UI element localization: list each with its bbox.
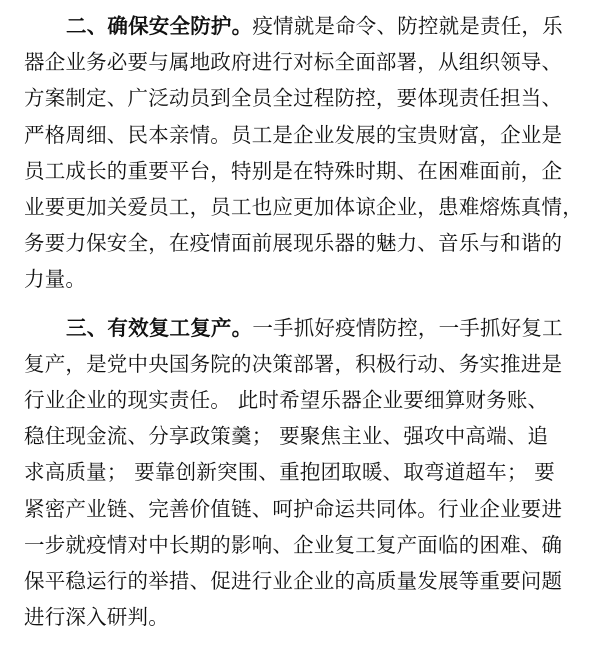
paragraph-line xyxy=(24,8,586,44)
paragraph-line: 方案制定、广泛动员到全员全过程防控，要体现责任担当、 xyxy=(24,86,563,111)
paragraph-line: 业要更加关爱员工，员工也应更加体谅企业，患难熔炼真情， xyxy=(24,195,583,220)
paragraph-line: 器企业务必要与属地政府进行对标全面部署，从组织领导、 xyxy=(24,50,563,75)
paragraph-text: 一手抓好疫情防控，一手抓好复工 xyxy=(252,315,563,340)
section-heading: 二、确保安全防护。 xyxy=(66,14,253,38)
section-security-protection xyxy=(24,8,586,298)
paragraph-line: 力量。 xyxy=(24,267,87,292)
paragraph-text: 疫情就是命令、防控就是责任，乐 xyxy=(252,14,563,38)
paragraph-line: 复产，是党中央国务院的决策部署，积极行动、务实推进是 xyxy=(24,351,563,376)
paragraph-line: 一步就疫情对中长期的影响、企业复工复产面临的困难、确 xyxy=(24,532,563,557)
section-heading: 三、有效复工复产。 xyxy=(66,315,253,340)
section-resume-production xyxy=(24,310,586,636)
paragraph-line: 员工成长的重要平台，特别是在特殊时期、在困难面前，企 xyxy=(24,158,563,183)
paragraph-line xyxy=(24,310,586,346)
paragraph-line: 稳住现金流、分享政策羹； 要聚焦主业、强攻中高端、追 xyxy=(24,424,549,449)
paragraph-line: 行业企业的现实责任。 此时希望乐器企业要细算财务账、 xyxy=(24,388,549,413)
paragraph-line: 进行深入研判。 xyxy=(24,605,169,630)
paragraph-line: 务要力保安全，在疫情面前展现乐器的魅力、音乐与和谐的 xyxy=(24,231,563,256)
paragraph-line: 紧密产业链、完善价值链、呵护命运共同体。行业企业要进 xyxy=(24,496,563,521)
paragraph-line: 严格周细、民本亲情。员工是企业发展的宝贵财富，企业是 xyxy=(24,122,563,147)
paragraph-line: 保平稳运行的举措、促进行业企业的高质量发展等重要问题 xyxy=(24,569,563,594)
paragraph-line: 求高质量； 要靠创新突围、重抱团取暖、取弯道超车； 要 xyxy=(24,460,555,485)
